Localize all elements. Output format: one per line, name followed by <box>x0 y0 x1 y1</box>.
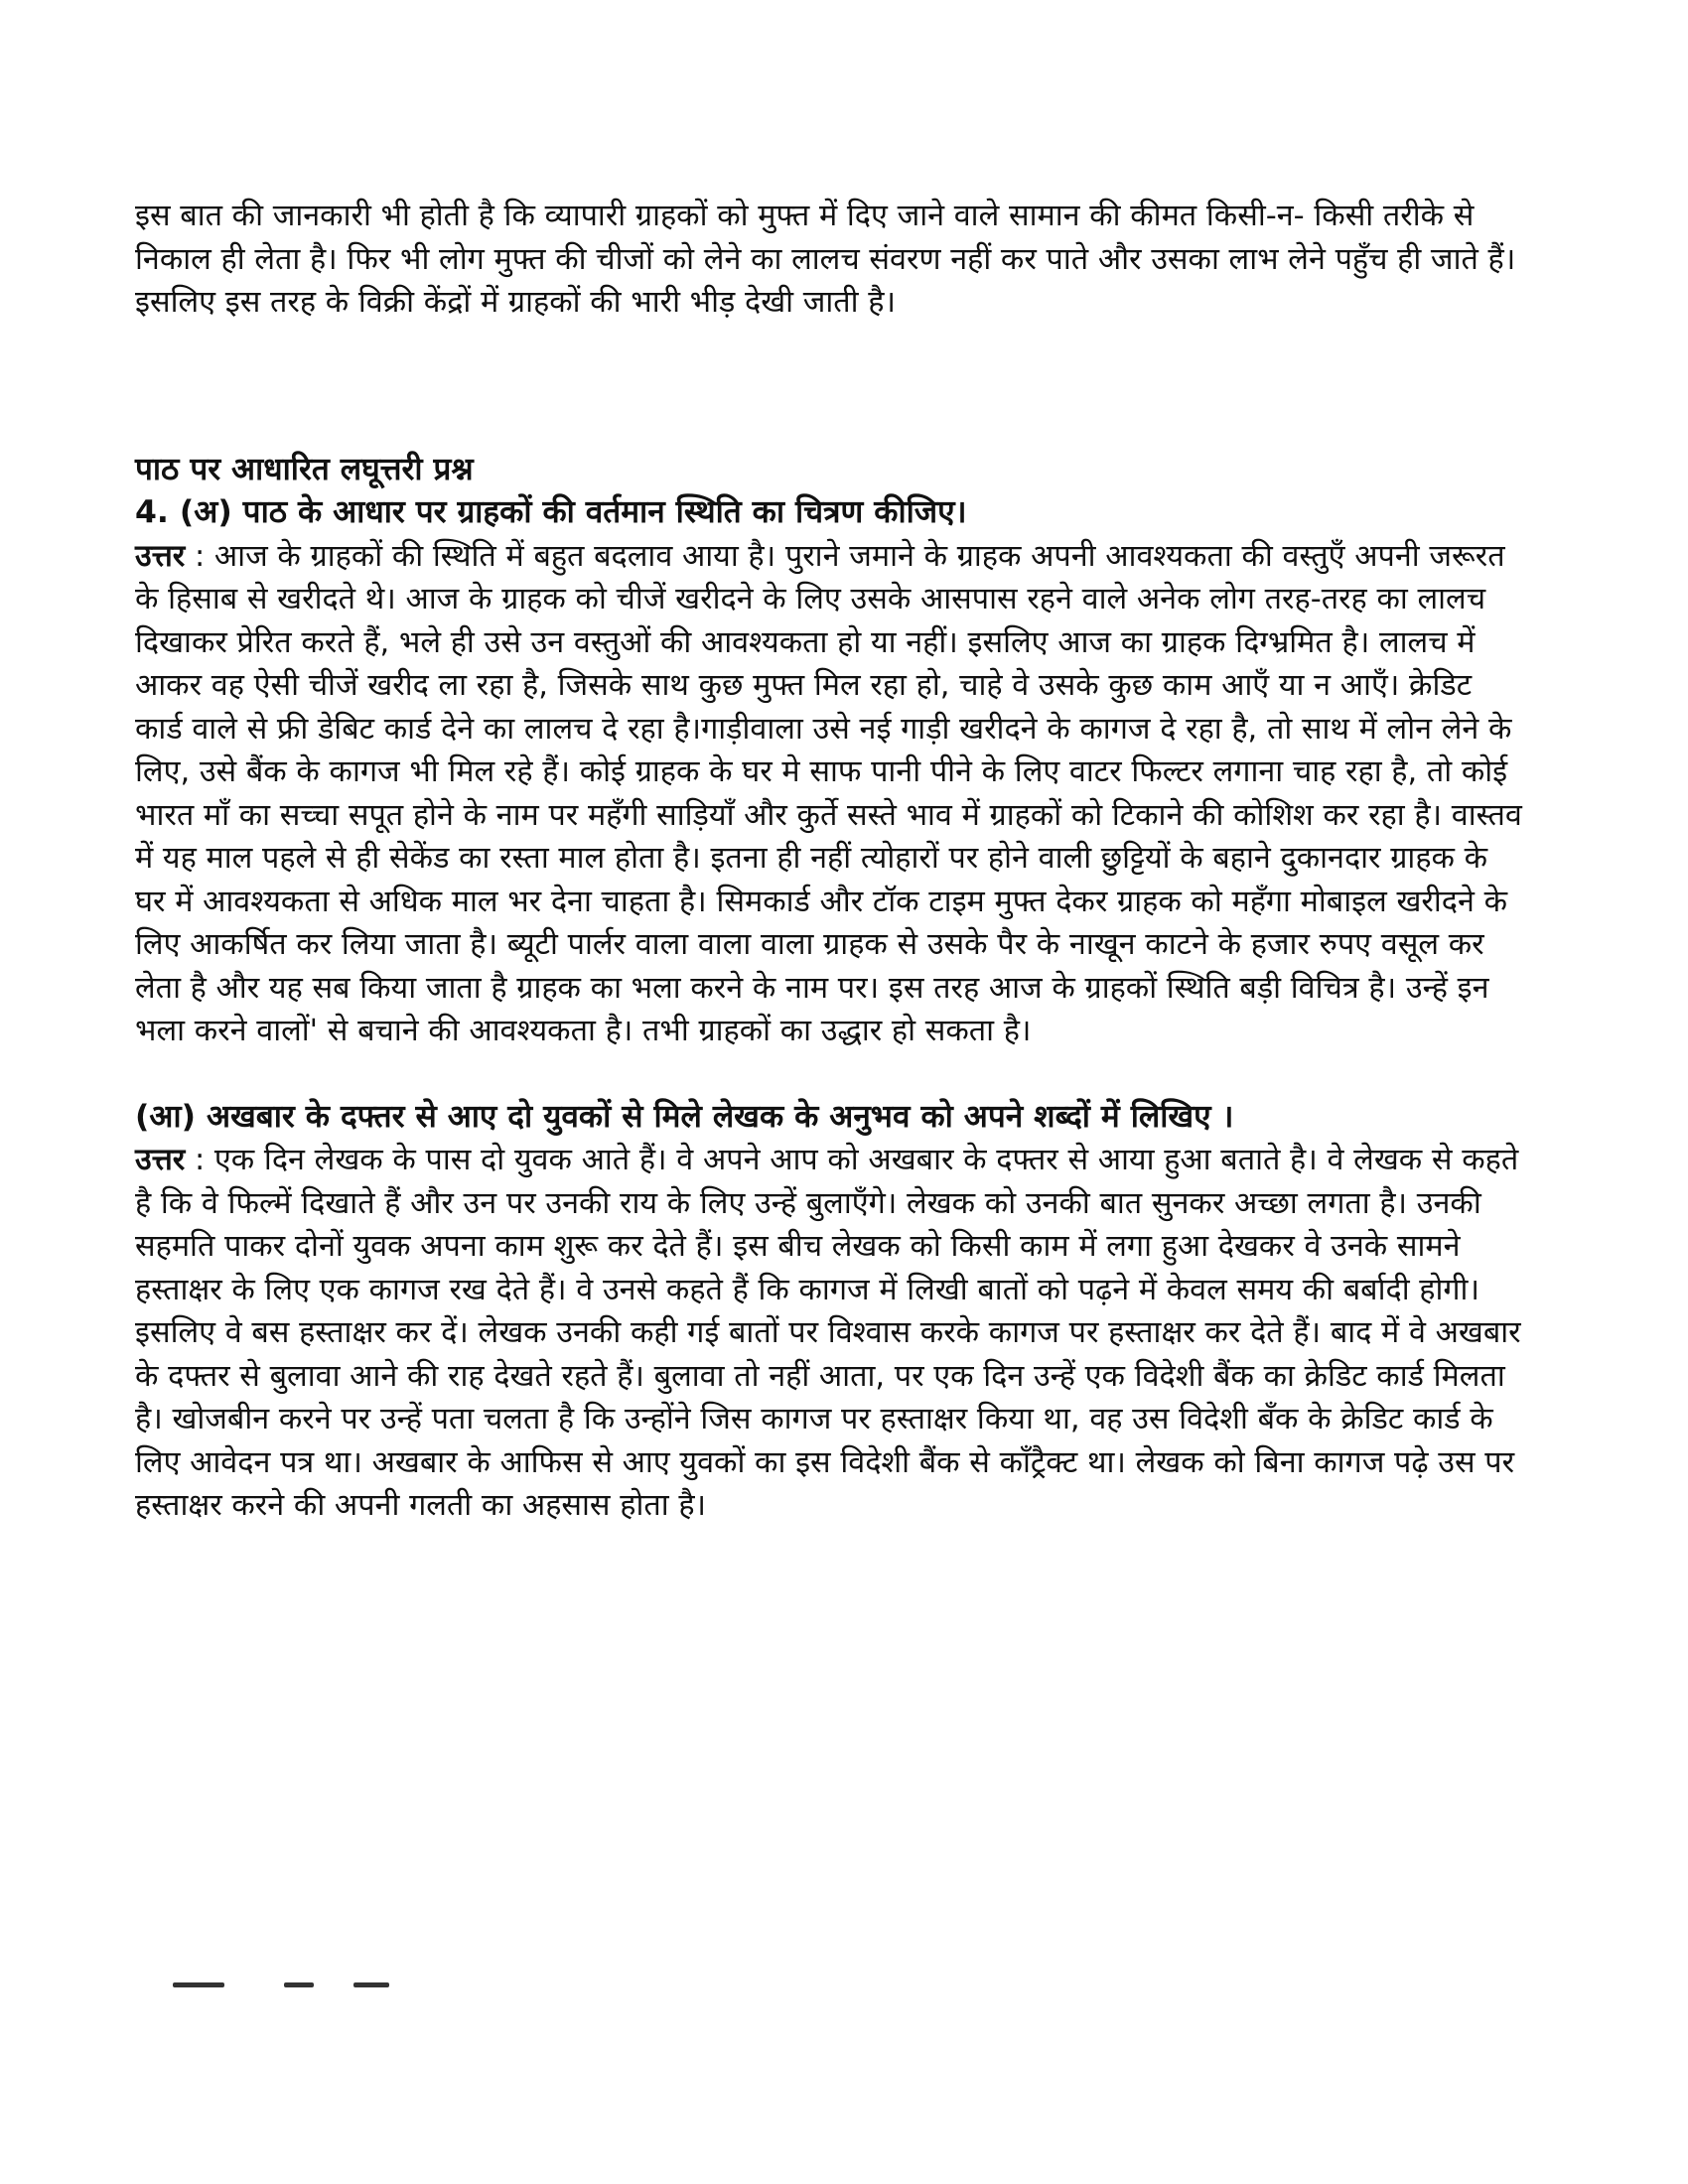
intro-paragraph: इस बात की जानकारी भी होती है कि व्यापारी ग्राहकों को मुफ्त में दिए जाने वाले सामान की कीमत किसी-न- किसी तरीके से निकाल ही लेता है। फिर भी लोग मुफ्त की चीजों को लेने का लालच संवरण नहीं कर पाते और उसका लाभ लेने पहुँच ही जाते हैं। इसलिए इस तरह के विक्री केंद्रों में ग्राहकों की भारी भीड़ देखी जाती है। <box>135 199 1516 320</box>
cropped-next-line-fragment <box>135 1971 532 1994</box>
question-4b: (आ) अखबार के दफ्तर से आए दो युवकों से मिले लेखक के अनुभव को अपने शब्दों में लिखिए । <box>135 1098 1234 1135</box>
section-heading: पाठ पर आधारित लघूत्तरी प्रश्न <box>135 451 474 487</box>
answer-label: उत्तर <box>135 1143 186 1177</box>
answer-4a <box>135 535 1525 1053</box>
glyph-fragment <box>284 1982 314 1987</box>
glyph-fragment <box>353 1982 389 1987</box>
answer-4b <box>135 1139 1525 1528</box>
answer-text: : आज के ग्राहकों की स्थिति में बहुत बदलाव आया है। पुराने जमाने के ग्राहक अपनी आवश्यकता की वस्तुएँ अपनी जरूरत के हिसाब से खरीदते थे। आज के ग्राहक को चीजें खरीदने के लिए उसके आसपास रहने वाले अनेक लोग तरह-तरह का लालच दिखाकर प्रेरित करते हैं, भले ही उसे उन वस्तुओं की आवश्यकता हो या नहीं। इसलिए आज का ग्राहक दिग्भ्रमित है। लालच में आकर वह ऐसी चीजें खरीद ला रहा है, जिसके साथ कुछ मुफ्त मिल रहा हो, चाहे वे उसके कुछ काम आएँ या न आएँ। क्रेडिट कार्ड वाले से फ्री डेबिट कार्ड देने का लालच दे रहा है।गाड़ीवाला उसे नई गाड़ी खरीदने के कागज दे रहा है, तो साथ में लोन लेने के लिए, उसे बैंक के कागज भी मिल रहे हैं। कोई ग्राहक के घर मे साफ पानी पीने के लिए वाटर फिल्टर लगाना चाह रहा है, तो कोई भारत माँ का सच्चा सपूत होने के नाम पर महँगी साड़ियाँ और कुर्ते सस्ते भाव में ग्राहकों को टिकाने की कोशिश कर रहा है। वास्तव में यह माल पहले से ही सेकेंड का रस्ता माल होता है। इतना ही नहीं त्योहारों पर होने वाली छुट्टियों के बहाने दुकानदार ग्राहक के घर में आवश्यकता से अधिक माल भर देना चाहता है। सिमकार्ड और टॉक टाइम मुफ्त देकर ग्राहक को महँगा मोबाइल खरीदने के लिए आकर्षित कर लिया जाता है। ब्यूटी पार्लर वाला वाला वाला ग्राहक से उसके पैर के नाखून काटने के हजार रुपए वसूल कर लेता है और यह सब किया जाता है ग्राहक का भला करने के नाम पर। इस तरह आज के ग्राहकों स्थिति बड़ी विचित्र है। उन्हें इन भला करने वालों' से बचाने की आवश्यकता है। तभी ग्राहकों का उद्धार हो सकता है। <box>135 538 1522 1048</box>
paragraph-spacer <box>135 1053 1525 1096</box>
glyph-fragment <box>173 1982 224 1987</box>
question-4a: 4. (अ) पाठ के आधार पर ग्राहकों की वर्तमान स्थिति का चित्रण कीजिए। <box>135 494 967 530</box>
answer-label: उत्तर <box>135 538 186 574</box>
document-body <box>135 195 1525 1528</box>
answer-text: : एक दिन लेखक के पास दो युवक आते हैं। वे अपने आप को अखबार के दफ्तर से आया हुआ बताते है। वे लेखक से कहते है कि वे फिल्में दिखाते हैं और उन पर उनकी राय के लिए उन्हें बुलाएँगे। लेखक को उनकी बात सुनकर अच्छा लगता है। उनकी सहमति पाकर दोनों युवक अपना काम शुरू कर देते हैं। इस बीच लेखक को किसी काम में लगा हुआ देखकर वे उनके सामने हस्ताक्षर के लिए एक कागज रख देते हैं। वे उनसे कहते हैं कि कागज में लिखी बातों को पढ़ने में केवल समय की बर्बादी होगी। इसलिए वे बस हस्ताक्षर कर दें। लेखक उनकी कही गई बातों पर विश्वास करके कागज पर हस्ताक्षर कर देते हैं। बाद में वे अखबार के दफ्तर से बुलावा आने की राह देखते रहते हैं। बुलावा तो नहीं आता, पर एक दिन उन्हें एक विदेशी बैंक का क्रेडिट कार्ड मिलता है। खोजबीन करने पर उन्हें पता चलता है कि उन्होंने जिस कागज पर हस्ताक्षर किया था, वह उस विदेशी बँक के क्रेडिट कार्ड के लिए आवेदन पत्र था। अखबार के आफिस से आए युवकों का इस विदेशी बैंक से काँट्रैक्ट था। लेखक को बिना कागज पढ़े उस पर हस्ताक्षर करने की अपनी गलती का अहसास होता है। <box>135 1143 1521 1523</box>
